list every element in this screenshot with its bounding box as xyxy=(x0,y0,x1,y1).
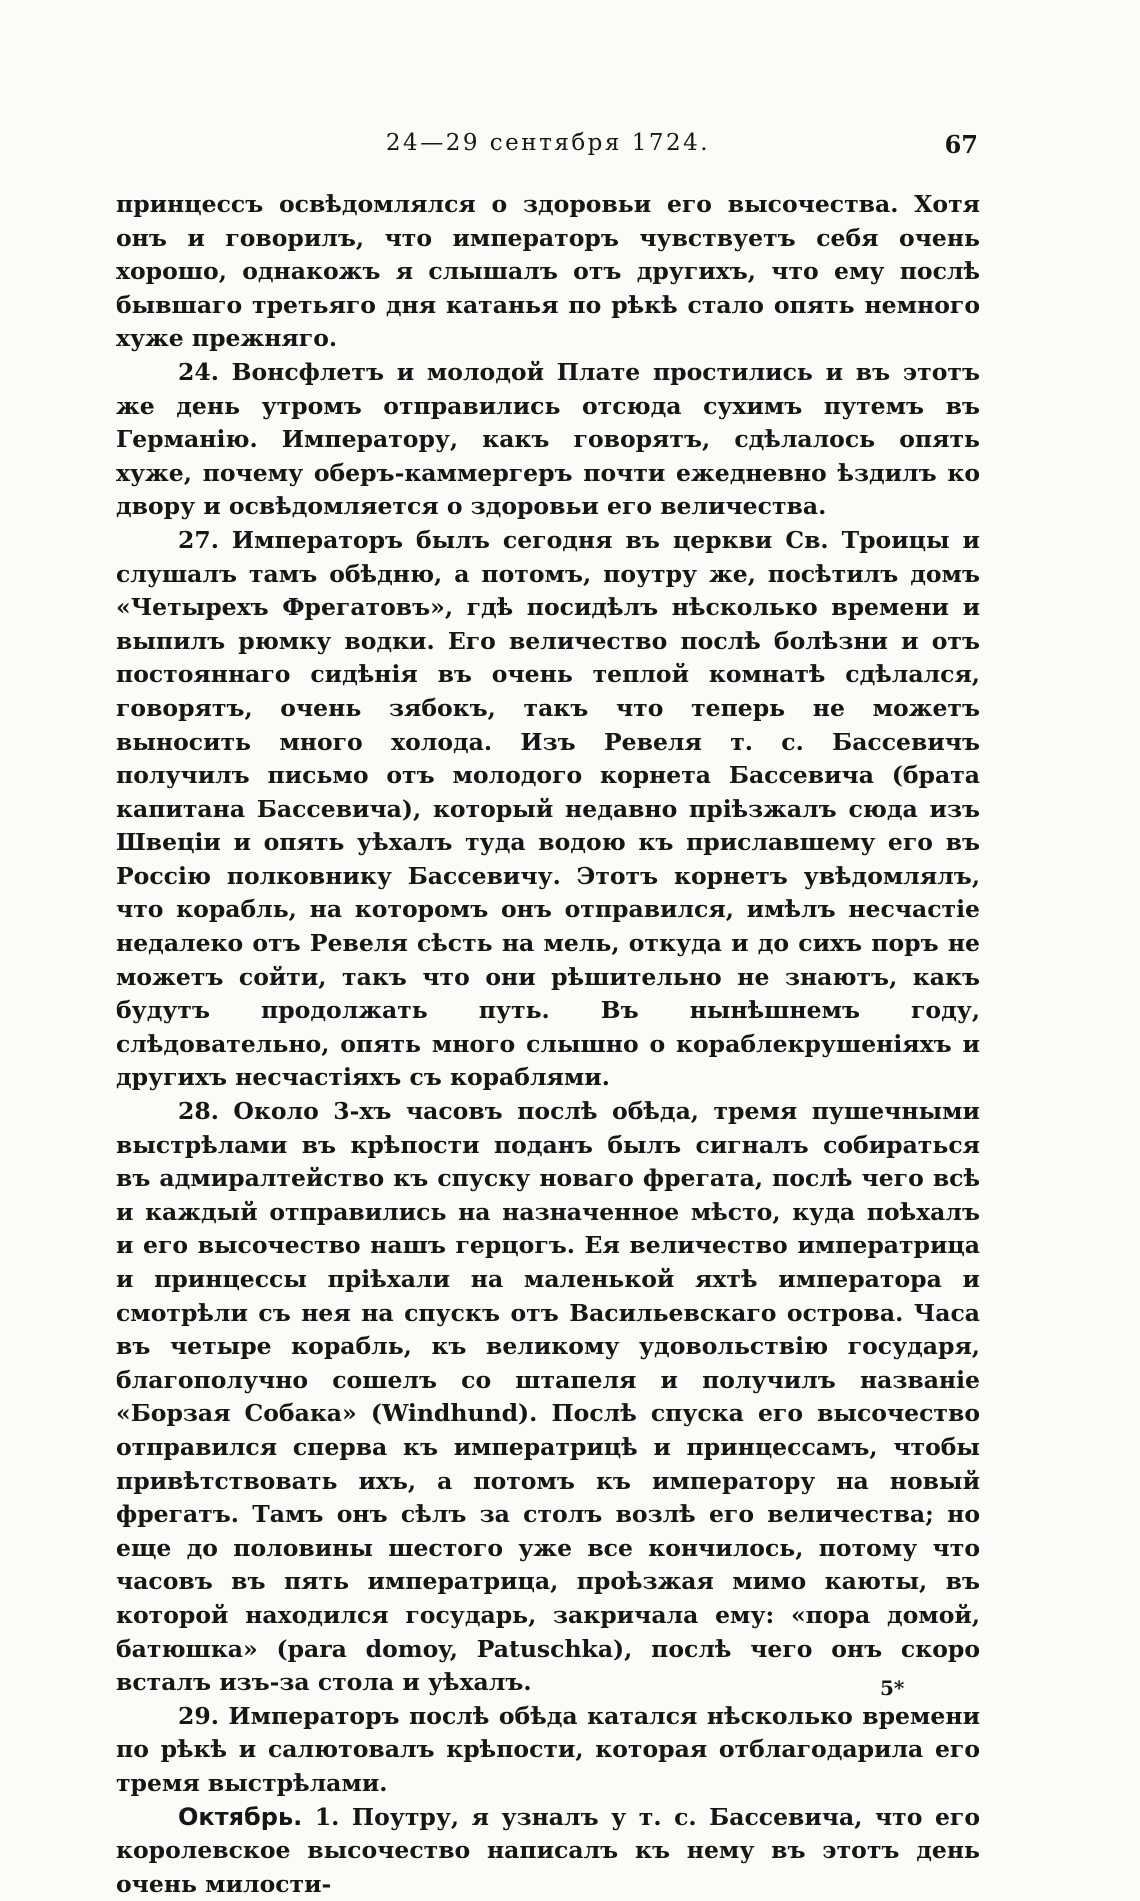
running-head xyxy=(118,130,978,164)
paragraph-text: принцессъ освѣдомлялся о здоровьи его высочества. Хотя онъ и говорилъ, что императоръ чувствуетъ себя очень хорошо, однакожъ я слышалъ отъ другихъ, что ему послѣ бывшаго третьяго дня катанья по рѣкѣ стало опять немного хуже прежняго. xyxy=(116,190,980,352)
paragraph-text: 28. Около 3-хъ часовъ послѣ обѣда, тремя пушечными выстрѣлами въ крѣпости поданъ былъ сигналъ собираться въ адмиралтейство къ спуску новаго фрегата, послѣ чего всѣ и каждый отправились на назначенное мѣсто, куда поѣхалъ и его высочество нашъ герцогъ. Ея величество императрица и принцессы пріѣхали на маленькой яхтѣ императора и смотрѣли съ нея на спускъ отъ Васильевскаго острова. Часа въ четыре корабль, къ великому удовольствію государя, благополучно сошелъ со штапеля и получилъ названіе «Борзая Собака» (Windhund). Послѣ спуска его высочество отправился сперва къ императрицѣ и принцессамъ, чтобы привѣтствовать ихъ, а потомъ къ императору на новый фрегатъ. Тамъ онъ сѣлъ за столъ возлѣ его величества; но еще до половины шестого уже все кончилось, потому что часовъ въ пять императрица, проѣзжая мимо каюты, въ которой находился государь, закричала ему: «пора домой, батюшка» (para domoy, Patuschka), послѣ чего онъ скоро всталъ изъ-за стола и уѣхалъ. xyxy=(116,1097,980,1696)
paragraph xyxy=(116,1700,980,1801)
paragraph xyxy=(116,1095,980,1700)
paragraph-text: 27. Императоръ былъ сегодня въ церкви Св. Троицы и слушалъ тамъ обѣдню, а потомъ, поутру же, посѣтилъ домъ «Четырехъ Фрегатовъ», гдѣ посидѣлъ нѣсколько времени и выпилъ рюмку водки. Его величество послѣ болѣзни и отъ постояннаго сидѣнія въ очень теплой комнатѣ сдѣлался, говорятъ, очень зябокъ, такъ что теперь не можетъ выносить много холода. Изъ Ревеля т. с. Бассевичъ получилъ письмо отъ молодого корнета Бассевича (брата капитана Бассевича), который недавно пріѣзжалъ сюда изъ Швеціи и опять уѣхалъ туда водою къ приславшему его въ Россію полковнику Бассевичу. Этотъ корнетъ увѣдомлялъ, что корабль, на которомъ онъ отправился, имѣлъ несчастіе недалеко отъ Ревеля сѣсть на мель, откуда и до сихъ поръ не можетъ сойти, такъ что они рѣшительно не знаютъ, какъ будутъ продолжать путь. Въ нынѣшнемъ году, слѣдовательно, опять много слышно о кораблекрушеніяхъ и другихъ несчастіяхъ съ кораблями. xyxy=(116,526,980,1092)
page-number: 67 xyxy=(945,130,978,159)
paragraph xyxy=(116,524,980,1095)
month-heading: Октябрь. xyxy=(178,1803,302,1831)
paragraph-text: 1. Поутру, я узналъ у т. с. Бассевича, что его королевское высочество написалъ къ нему въ этотъ день очень милости- xyxy=(116,1803,980,1898)
paragraph-text: 24. Вонсфлетъ и молодой Плате простились и въ этотъ же день утромъ отправились отсюда сухимъ путемъ въ Германію. Императору, какъ говорятъ, сдѣлалось опять хуже, почему оберъ-каммергеръ почти ежедневно ѣздилъ ко двору и освѣдомляется о здоровьи его величества. xyxy=(116,358,980,520)
paragraph xyxy=(116,188,980,356)
signature-mark: 5* xyxy=(880,1676,904,1700)
paragraph-text: 29. Императоръ послѣ обѣда катался нѣсколько времени по рѣкѣ и салютовалъ крѣпости, которая отблагодарила его тремя выстрѣлами. xyxy=(116,1702,980,1797)
running-head-title: 24—29 сентября 1724. xyxy=(118,130,978,156)
paragraph xyxy=(116,356,980,524)
body-text xyxy=(116,188,980,1901)
paragraph xyxy=(116,1801,980,1901)
